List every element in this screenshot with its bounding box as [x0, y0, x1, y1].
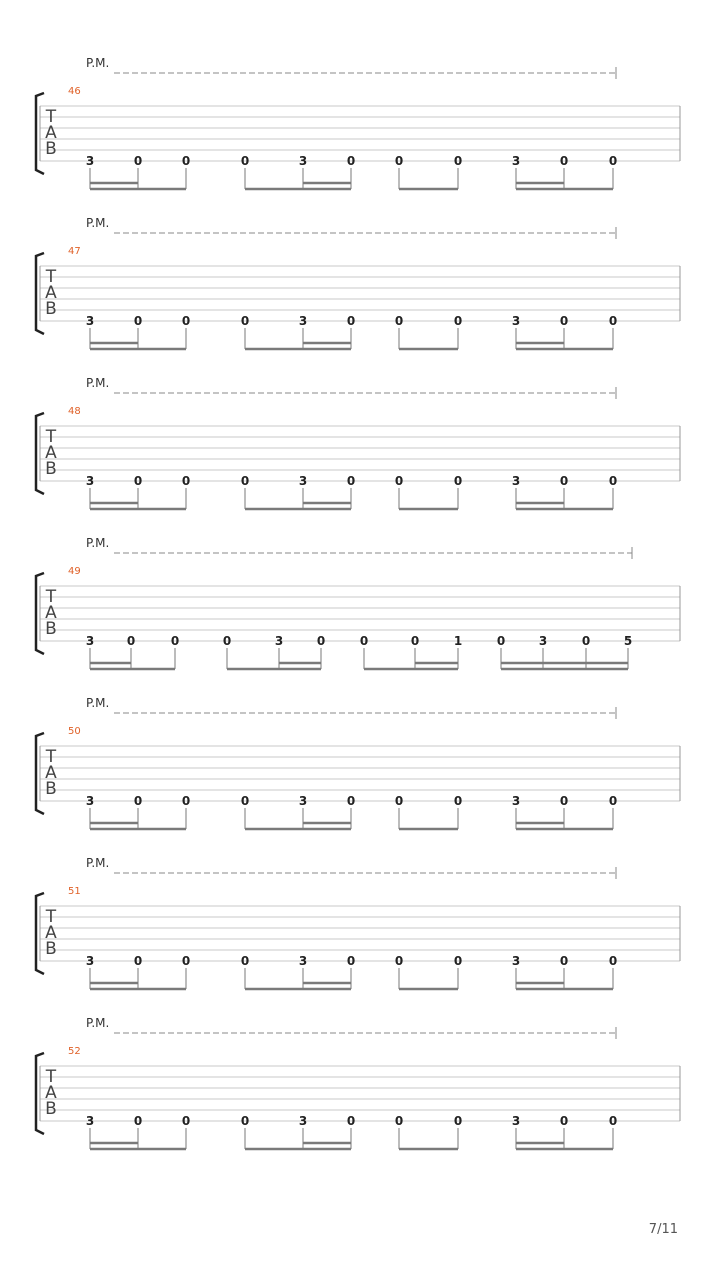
fret-number: 0: [181, 474, 191, 488]
fret-number: 0: [608, 1114, 618, 1128]
fret-number: 3: [511, 794, 521, 808]
fret-number: 3: [298, 1114, 308, 1128]
fret-number: 0: [346, 794, 356, 808]
fret-number: 0: [346, 314, 356, 328]
fret-number: 0: [453, 1114, 463, 1128]
fret-number: 0: [559, 474, 569, 488]
fret-number: 0: [608, 154, 618, 168]
tab-clef-letter: T: [45, 427, 57, 447]
fret-number: 0: [453, 474, 463, 488]
fret-number: 3: [298, 314, 308, 328]
fret-number: 3: [85, 314, 95, 328]
fret-number: 0: [170, 634, 180, 648]
fret-number: 0: [316, 634, 326, 648]
fret-number: 0: [181, 1114, 191, 1128]
measure-number: 50: [68, 726, 81, 737]
fret-number: 3: [85, 794, 95, 808]
fret-number: 0: [496, 634, 506, 648]
tab-clef-letter: B: [45, 939, 57, 959]
fret-number: 0: [133, 154, 143, 168]
tab-clef-letter: T: [45, 107, 57, 127]
fret-number: 0: [133, 1114, 143, 1128]
measure-number: 48: [68, 406, 81, 417]
measure-number: 51: [68, 886, 81, 897]
fret-number: 0: [359, 634, 369, 648]
fret-number: 0: [133, 474, 143, 488]
tab-clef-letter: B: [45, 299, 57, 319]
fret-number: 0: [133, 314, 143, 328]
tab-clef-letter: A: [45, 283, 57, 303]
fret-number: 1: [453, 634, 463, 648]
tab-clef-letter: B: [45, 139, 57, 159]
fret-number: 0: [133, 794, 143, 808]
fret-number: 0: [394, 154, 404, 168]
measure-number: 52: [68, 1046, 81, 1057]
fret-number: 0: [394, 954, 404, 968]
tab-clef-letter: T: [45, 267, 57, 287]
fret-number: 0: [453, 314, 463, 328]
fret-number: 0: [608, 314, 618, 328]
palm-mute-label: P.M.: [86, 856, 110, 870]
fret-number: 3: [274, 634, 284, 648]
fret-number: 0: [559, 954, 569, 968]
fret-number: 0: [240, 154, 250, 168]
fret-number: 3: [85, 634, 95, 648]
fret-number: 3: [85, 474, 95, 488]
tab-clef-letter: B: [45, 1099, 57, 1119]
tab-clef-letter: A: [45, 603, 57, 623]
tab-clef-letter: A: [45, 923, 57, 943]
fret-number: 3: [298, 794, 308, 808]
fret-number: 3: [85, 154, 95, 168]
fret-number: 0: [181, 314, 191, 328]
fret-number: 0: [240, 954, 250, 968]
fret-number: 0: [394, 474, 404, 488]
fret-number: 3: [85, 1114, 95, 1128]
fret-number: 0: [133, 954, 143, 968]
tab-clef-letter: A: [45, 123, 57, 143]
fret-number: 3: [511, 154, 521, 168]
palm-mute-label: P.M.: [86, 536, 110, 550]
tab-clef-letter: T: [45, 747, 57, 767]
tab-clef-letter: B: [45, 459, 57, 479]
fret-number: 3: [511, 954, 521, 968]
fret-number: 0: [608, 474, 618, 488]
tab-clef-letter: T: [45, 907, 57, 927]
tab-clef-letter: B: [45, 619, 57, 639]
fret-number: 0: [222, 634, 232, 648]
fret-number: 0: [346, 154, 356, 168]
fret-number: 0: [126, 634, 136, 648]
fret-number: 0: [181, 794, 191, 808]
fret-number: 0: [559, 154, 569, 168]
fret-number: 3: [298, 954, 308, 968]
fret-number: 0: [394, 794, 404, 808]
page-number: 7/11: [648, 1222, 678, 1237]
tab-clef-letter: A: [45, 443, 57, 463]
tab-clef-letter: T: [45, 1067, 57, 1087]
fret-number: 0: [240, 314, 250, 328]
fret-number: 5: [623, 634, 633, 648]
fret-number: 0: [559, 314, 569, 328]
palm-mute-label: P.M.: [86, 376, 110, 390]
fret-number: 3: [511, 1114, 521, 1128]
fret-number: 0: [181, 954, 191, 968]
measure-number: 49: [68, 566, 81, 577]
fret-number: 0: [608, 954, 618, 968]
palm-mute-label: P.M.: [86, 1016, 110, 1030]
palm-mute-label: P.M.: [86, 696, 110, 710]
fret-number: 3: [511, 314, 521, 328]
fret-number: 0: [581, 634, 591, 648]
fret-number: 0: [240, 474, 250, 488]
fret-number: 3: [298, 154, 308, 168]
fret-number: 0: [346, 474, 356, 488]
measure-number: 47: [68, 246, 81, 257]
fret-number: 0: [240, 1114, 250, 1128]
fret-number: 0: [394, 1114, 404, 1128]
fret-number: 0: [181, 154, 191, 168]
fret-number: 0: [453, 794, 463, 808]
fret-number: 0: [346, 1114, 356, 1128]
fret-number: 0: [559, 794, 569, 808]
fret-number: 0: [410, 634, 420, 648]
fret-number: 0: [346, 954, 356, 968]
tab-clef-letter: T: [45, 587, 57, 607]
palm-mute-label: P.M.: [86, 56, 110, 70]
tab-clef-letter: A: [45, 1083, 57, 1103]
fret-number: 0: [394, 314, 404, 328]
fret-number: 0: [608, 794, 618, 808]
fret-number: 0: [559, 1114, 569, 1128]
measure-number: 46: [68, 86, 81, 97]
fret-number: 3: [298, 474, 308, 488]
fret-number: 3: [85, 954, 95, 968]
fret-number: 0: [453, 154, 463, 168]
palm-mute-label: P.M.: [86, 216, 110, 230]
tab-clef-letter: A: [45, 763, 57, 783]
fret-number: 0: [240, 794, 250, 808]
tab-clef-letter: B: [45, 779, 57, 799]
fret-number: 3: [538, 634, 548, 648]
fret-number: 3: [511, 474, 521, 488]
fret-number: 0: [453, 954, 463, 968]
